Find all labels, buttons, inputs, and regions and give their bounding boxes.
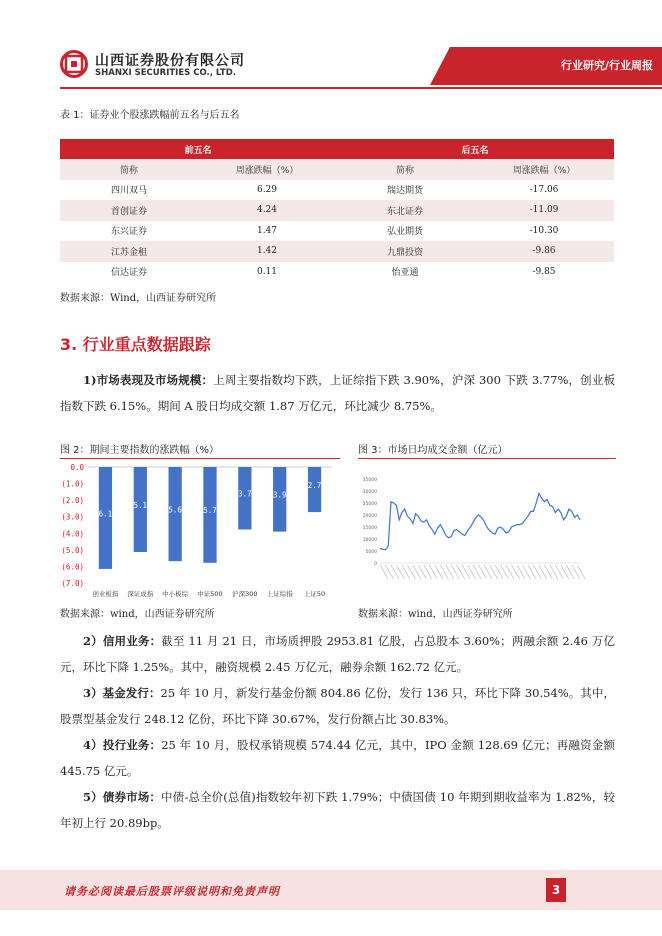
figure-3-source-note: 数据来源：wind，山西证券研究所 bbox=[358, 609, 513, 620]
y-tick-label: (6.0) bbox=[61, 562, 84, 572]
top-stock-change: 6.29 bbox=[198, 180, 336, 201]
bottom-stock-name: 弘业期货 bbox=[336, 221, 474, 242]
company-logo-icon bbox=[60, 50, 88, 78]
x-category-label: 上证综指 bbox=[266, 590, 293, 598]
figure-2-divider bbox=[60, 458, 340, 459]
y-tick-label: (3.0) bbox=[61, 512, 84, 522]
top-stock-name: 四川双马 bbox=[60, 180, 198, 201]
y-tick-label: 35000 bbox=[362, 478, 377, 483]
table-row bbox=[60, 180, 614, 201]
figure-3-title: 图 3：市场日均成交金额（亿元） bbox=[358, 445, 508, 456]
table-row bbox=[60, 262, 614, 283]
top-stock-change: 0.11 bbox=[198, 262, 336, 283]
bottom-stock-name: 东北证券 bbox=[336, 200, 474, 221]
y-tick-label: 5000 bbox=[365, 550, 377, 555]
section-title: 3. 行业重点数据跟踪 bbox=[60, 335, 211, 354]
company-name-cn: 山西证券股份有限公司 bbox=[95, 53, 245, 69]
bar-value-label: -6.15 bbox=[94, 509, 117, 519]
bottom-stock-name: 怡亚通 bbox=[336, 262, 474, 283]
bottom-stock-change: -9.86 bbox=[474, 241, 614, 262]
bar-value-label: -2.72 bbox=[303, 480, 326, 490]
y-tick-label: 25000 bbox=[362, 502, 377, 507]
top-stock-name: 东兴证券 bbox=[60, 221, 198, 242]
y-tick-label: 0.0 bbox=[70, 463, 84, 472]
stock-ranking-table bbox=[60, 139, 614, 282]
x-category-label: 上证50 bbox=[303, 590, 326, 598]
paragraph-market-performance bbox=[60, 367, 615, 419]
group-top-five: 前五名 bbox=[60, 139, 336, 159]
paragraph-body: 上周主要指数均下跌，上证综指下跌 3.90%，沪深 300 下跌 3.77%，创业板指数下跌 6.15%。期间 A 股日均成交额 1.87 万亿元，环比减少 8.75%。 bbox=[60, 373, 615, 413]
paragraph-body: 中债-总全价(总值)指数较年初下跌 1.79%；中债国债 10 年期到期收益率为 1.82%，较年初上行 20.89bp。 bbox=[60, 790, 615, 830]
table-row bbox=[60, 221, 614, 242]
table-group-header bbox=[60, 139, 614, 159]
y-tick-label: (4.0) bbox=[61, 529, 84, 539]
turnover-series-line bbox=[380, 493, 580, 549]
top-stock-change: 1.47 bbox=[198, 221, 336, 242]
bottom-stock-change: -17.06 bbox=[474, 180, 614, 201]
y-tick-label: 30000 bbox=[362, 490, 377, 495]
paragraph-investment-banking bbox=[60, 732, 615, 784]
figure-2-source-note: 数据来源：wind，山西证券研究所 bbox=[60, 609, 215, 620]
y-tick-label: 20000 bbox=[362, 514, 377, 519]
x-category-label: 深证成指 bbox=[127, 590, 154, 598]
col-header-name: 简称 bbox=[60, 159, 198, 180]
col-header-change: 周涨跌幅（%） bbox=[474, 159, 614, 180]
paragraph-label: 4）投行业务： bbox=[83, 738, 162, 752]
bottom-stock-change: -11.09 bbox=[474, 200, 614, 221]
table-row bbox=[60, 200, 614, 221]
paragraph-body: 25 年 10 月，股权承销规模 574.44 亿元，其中，IPO 金额 128.69 亿元；再融资金额 445.75 亿元。 bbox=[60, 738, 615, 778]
company-name-en: SHANXI SECURITIES CO., LTD. bbox=[95, 68, 237, 78]
index-change-bar-chart bbox=[60, 462, 340, 602]
daily-turnover-line-chart bbox=[358, 462, 616, 602]
bar-value-label: -3.90 bbox=[268, 490, 292, 500]
paragraph-body: 25 年 10 月，新发行基金份额 804.86 亿份，发行 136 只，环比下降 30.54%。其中，股票型基金发行 248.12 亿份，环比下降 30.67%，发行份额占比 30.83%。 bbox=[60, 686, 615, 726]
table-source-note: 数据来源：Wind，山西证券研究所 bbox=[60, 293, 217, 304]
bottom-stock-change: -10.30 bbox=[474, 221, 614, 242]
footer-disclaimer: 请务必阅读最后股票评级说明和免责声明 bbox=[64, 885, 280, 898]
bottom-stock-name: 九鼎投资 bbox=[336, 241, 474, 262]
bottom-stock-change: -9.85 bbox=[474, 262, 614, 283]
x-category-label: 中证500 bbox=[197, 590, 223, 598]
top-stock-name: 信达证券 bbox=[60, 262, 198, 283]
y-tick-label: 10000 bbox=[362, 538, 377, 543]
x-category-label: 创业板指 bbox=[92, 590, 119, 598]
paragraph-body: 截至 11 月 21 日，市场质押股 2953.81 亿股，占总股本 3.60%；两融余额 2.46 万亿元，环比下降 1.25%。其中，融资规模 2.45 万亿元，融券余额 162.72 亿元。 bbox=[60, 634, 615, 674]
figure-3-divider bbox=[358, 458, 616, 459]
paragraph-label: 1)市场表现及市场规模： bbox=[83, 373, 214, 387]
top-stock-change: 1.42 bbox=[198, 241, 336, 262]
paragraph-bond-market bbox=[60, 784, 615, 836]
page-number: 3 bbox=[546, 878, 566, 902]
bar-value-label: -5.13 bbox=[128, 500, 152, 510]
paragraph-label: 2）信用业务： bbox=[83, 634, 162, 648]
top-stock-change: 4.24 bbox=[198, 200, 336, 221]
top-stock-name: 首创证券 bbox=[60, 200, 198, 221]
paragraph-label: 3）基金发行： bbox=[83, 686, 161, 700]
paragraph-fund-issuance bbox=[60, 680, 615, 732]
bar-value-label: -5.68 bbox=[163, 505, 187, 515]
bar-value-label: -3.77 bbox=[233, 489, 257, 499]
report-type-tag: 行业研究/行业周报 bbox=[560, 59, 653, 72]
table-title: 表 1：证券业个股涨跌幅前五名与后五名 bbox=[60, 110, 240, 121]
y-tick-label: (1.0) bbox=[61, 479, 84, 489]
table-row bbox=[60, 241, 614, 262]
y-tick-label: (5.0) bbox=[61, 545, 84, 555]
table-column-header bbox=[60, 159, 614, 180]
y-tick-label: (7.0) bbox=[61, 579, 84, 588]
bottom-stock-name: 瑞达期货 bbox=[336, 180, 474, 201]
paragraph-label: 5）债券市场： bbox=[83, 790, 162, 804]
x-category-label: 沪深300 bbox=[232, 590, 258, 598]
top-stock-name: 江苏金租 bbox=[60, 241, 198, 262]
figure-2-title: 图 2：期间主要指数的涨跌幅（%） bbox=[60, 445, 220, 456]
paragraph-credit-business bbox=[60, 628, 615, 680]
header-divider bbox=[60, 87, 662, 89]
y-tick-label: (2.0) bbox=[61, 496, 84, 506]
x-category-label: 中小板综 bbox=[162, 590, 189, 598]
col-header-change: 周涨跌幅（%） bbox=[198, 159, 336, 180]
y-tick-label: 15000 bbox=[362, 526, 377, 531]
group-bottom-five: 后五名 bbox=[336, 139, 614, 159]
col-header-name: 简称 bbox=[336, 159, 474, 180]
bar-value-label: -5.78 bbox=[198, 506, 222, 516]
y-tick-label: 0 bbox=[374, 562, 377, 567]
